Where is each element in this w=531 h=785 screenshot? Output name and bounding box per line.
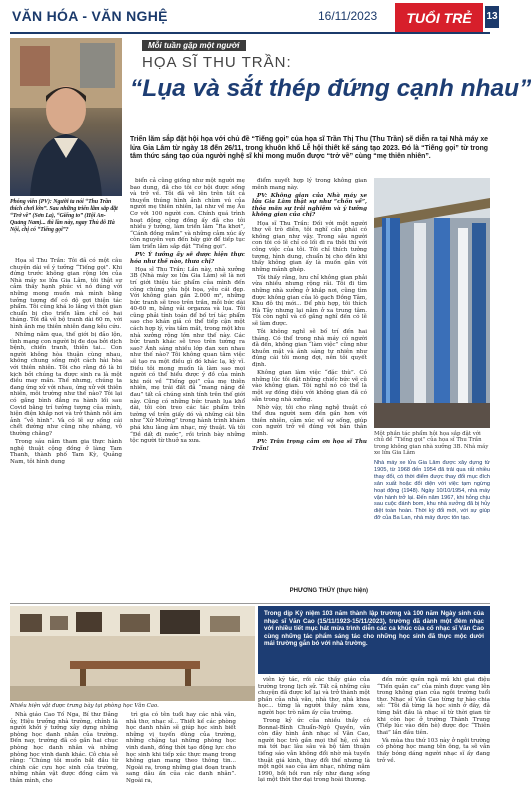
classroom-illustration	[10, 606, 255, 701]
issue-date: 16/11/2023	[318, 9, 378, 23]
second-column-2	[126, 712, 236, 784]
installation-caption: Một phần tác phẩm hội họa sắp đặt với chủ đề “Tiếng gọi” của họa sĩ Thu Trần trong không gian nhà xưởng 3B. Nhà máy xe lửa Gia Lâm	[374, 431, 489, 457]
paragraph: Tôi không nghĩ sẽ bố trí đến hai tháng. Có thể trong nhà máy có người đã đến, không gian “làm việc” cũng như khuôn mặt và ánh sáng tự nhiên như đúng cái tôi mong đợi, nên tôi quyết định.	[252, 329, 367, 369]
paragraph: Nhờ vậy, tôi cho rằng nghệ thuật có thể đưa người xem đến gần hơn với thiên nhiên, cảm xúc về sự sống, giúp con người trở về đúng với bản thân mình.	[252, 404, 367, 437]
paragraph: Và mùa thu thứ 103 này ở ngôi trường có phòng học mang tên ông, ta sẽ vẫn thấy bóng dáng người nhạc sĩ ấy đang trở về.	[377, 737, 490, 764]
artist-name: HỌA SĨ THU TRẦN:	[142, 54, 292, 71]
paragraph: Tôi thấy rằng, lưu chỉ không gian phải vừa nhiều nhưng rộng rãi. Tôi đi tìm những nhà xưởng ở khắp nơi, cũng tìm được không gian của lò gạch Đồng Tâm, Khu đô thị mới... Để phù hợp, tôi thích Hà Tây nhưng lại nằm ở xa trung tâm. Tôi còn nghĩ và cố gắng nghĩ đến có lẽ sẽ làm được.	[252, 274, 367, 327]
section-divider	[10, 603, 490, 604]
paragraph: Những năm qua, thế giới bị đảo lộn, tình mạng con người bị đe dọa bởi dịch bệnh, chiến tranh, thiên tai... Con người không hòa thuận cùng nhau, không chung sống một cách hài hòa với thiên nhiên. Tôi cho rằng đó là bi kịch bởi chúng ta được sinh ra là một điều may mắn. Thế nhưng, chúng ta đang ứng xử với nhau, ứng xử với thiên nhiên, môi trường như thế nào? Tôi lại có gắng bình đẳng ra hành lối sau Covid bằng trí tưởng tượng của mình, hiện điện khắp nơi và trở thành nỗi ám ảnh “vô hình”. Và có lẽ sự sống cái chết đường như cũng nhẹ nhàng, vô thường chăng?	[10, 332, 122, 437]
paragraph: điểm xuyết hợp lý trong không gian mênh mang này.	[252, 178, 367, 191]
classroom-caption: Nhiều hiện vật được trưng bày tại phòng học Văn Cao.	[10, 703, 159, 709]
brand-name: TUỔI TRẺ	[406, 10, 472, 26]
paragraph: Họa sĩ Thu Trần: Đối với một người thợ vẽ trò diễn, tôi nghĩ cần phải có không gian như vậy. Trong sâu người con tôi có lẽ chỉ có lối đi ra thôi thì với công việc của tôi. Tôi chỉ thích tưởng tượng, hình dung, chuẩn bị cho đến khi thấy không gian ấy là muốn gắn với những mảnh ghép.	[252, 220, 367, 273]
portrait-photo	[10, 38, 122, 196]
second-lead: Trong dịp Kỷ niệm 103 năm thành lập trường và 100 năm Ngày sinh của nhạc sĩ Văn Cao (15/11/1923-15/11/2023), trường đã dành một đêm nhạc với nhiều tiết mục hát mừa trình diễn các ca khúc của cố nhạc sĩ Văn Cao cùng những tác phẩm sáng tác cho những học sinh đã thực mộc dưới mái trường gắn bó với nhà trường.	[264, 610, 484, 648]
author-credit: PHƯƠNG THÚY (thực hiện)	[289, 588, 368, 594]
paragraph: đến mức quên ngã mủ khi giai điệu “Tiến quân ca” của mình được vang lên trong không gian của ngôi trường tuổi thơ. Nhạc sĩ Văn Cao từng tự hào chia sẻ: “Tôi đã từng là học sinh ở đây, đã từng bắt đầu là nhạc sĩ từ thời gian từ khi còn học ở trường Thành Trung (Tiếp lúc vào đến hè) được đọc “Thiên thai” lần đầu tiên.	[377, 677, 490, 736]
paragraph: Trong sáu năm tham gia thực hành nghệ thuật cộng đồng ở làng Tam Thanh, thành phố Tam Kỳ, Quảng Nam, tôi hình dung	[10, 439, 122, 465]
second-lead-box	[258, 606, 490, 674]
page-number: 13	[485, 6, 499, 28]
kicker-tag	[142, 40, 246, 51]
paragraph: Họa sĩ Thu Trần: Lần này, nhà xưởng 3B (Nhà máy xe lửa Gia Lâm) sẽ là nơi trí giới thiệu tác phẩm của mình đến công chúng yêu hội họa, yêu cái đẹp. Với không gian gần 2.000 m², những bức tranh sẽ treo trên trần, mỗi bức dài 40-60 m, bằng vải organza và lụa. Tôi cũng phải tính toán để bố trí tác phẩm sao cho khán giả có thể tiếp cận một cách hợp lý, vừa tầm mắt, trong một khu nhà xưởng rộng lớn như thế này. Các bức tranh khác sẽ treo trên tường ra sao? Ánh sáng nhiều lớp đan xen nhau như thế nào? Tôi không quan tâm việc sẽ tạo ra một điều gì đó khác lạ, kỳ vĩ. Điều tôi mong muốn là làm sao mọi người có thể hiểu được ý đồ của mình khi nói về “Tiếng gọi” của mẹ thiên nhiên, mẹ trái đất đã “mang nặng đẻ đau” tất cả chúng sinh tính trên thế giới này. Cũng có những bức tranh lụa khổ dài, tôi còn treo các tác phẩm trên tường về trên giấy dó và những cái tên như “Xứ Mường” trong hành trình khám phá khu làng âm nhạc, mỹ thuật. Và tôi “Đề dất đi nước”, rồi trình bày những tộc người từ thuở xa xưa.	[130, 266, 245, 445]
portrait-illustration	[10, 38, 122, 196]
installation-illustration	[374, 178, 490, 428]
article-column-1	[10, 258, 122, 603]
article-column-3	[252, 178, 367, 573]
paragraph: trì gia có tên tuổi hay các nhà văn, nhà thơ, nhạc sĩ... Thiết kế các phòng học danh nhân sẽ giúp học sinh biết những vị tuyến dùng của trường, những chặng tại những phòng học vinh danh, đồng thời tạo động lực cho học sinh khi tiếp xúc thực mang trong không gian mang theo thông tin... Ngoài ra, trong những giai đoạn tranh sang dâu ấn của các danh nhân”. Ngoài ra,	[126, 712, 236, 784]
interview-question: PV: Không gian của Nhà máy xe lửa Gia Lâm thật sự như “chốn về”, thỏa mãn sự trải nghiệm và ý tưởng không gian của chị?	[252, 192, 367, 219]
sidebar-text: Nhà máy xe lửa Gia Lâm được xây dựng từ 1905, từ 1968 đến 1954 đã trải qua rất nhiều thay đổi, có thời điểm được thay đổi mục đích sản xuất hoặc đổi diện với việc tạm ngừng hoạt động (1948). Ngày 10/10/1954, nhà máy vận hành trở lại. Đến năm 1967, khi hỏng chịu sau cuộc đánh bom, khu nhà xưởng đã bị hủy diệt toàn hoàn. Thời kỳ đổi mới, với sự giúp đỡ của Ba Lan, nhà máy được tôn tạo.	[374, 460, 490, 522]
headline: “Lụa và sắt thép đứng cạnh nhau”	[130, 75, 531, 102]
paragraph: viên kỹ tác, rồi các thầy giáo của trường trong lịch sử. Tất cả những câu chuyện đã được kể lại và trở thành một phần của nhà văn, nhà thơ, nhà khoa học... từng là người thầy năm xưa, người học trò năm ấy của trường.	[258, 677, 370, 716]
header-rule	[10, 32, 490, 34]
interview-question: PV: Ý tưởng ấy sẽ được hiện thực hóa như thế nào, thưa chị?	[130, 252, 245, 265]
second-column-1	[10, 712, 118, 784]
classroom-photo	[10, 606, 255, 701]
lead-paragraph: Triển lãm sắp đặt hội họa với chủ đề “Tiếng gọi” của họa sĩ Trần Thị Thu (Thu Trần) sẽ diễn ra tại Nhà máy xe lửa Gia Lâm từ ngày 18 đến 26/11, trong khuôn khổ Lễ hội thiết kế sáng tạo 2023. Đó là “Tiếng gọi” từ trong tâm thức sáng tạo của người nghệ sĩ khi mong muốn được “trở về” cùng “mẹ thiên nhiên”.	[130, 136, 488, 161]
second-column-4	[377, 677, 490, 768]
portrait-caption: Phóng viên (PV): Người ta nói “Thu Trần thích chơi lớn”. Sau những triển lãm sắp đặt “Trở về” (Sơn La), “Giếng to” (Hội An- Quảng Nam)... thì lần này, ngay Thủ đô Hà Nội, chị có “Tiếng gọi”?	[10, 199, 118, 233]
article-column-2	[130, 178, 245, 603]
installation-photo	[374, 178, 490, 428]
section-title: VĂN HÓA - VĂN NGHỆ	[12, 8, 168, 24]
paragraph: biển cả cũng giống như một người mẹ bao dung, đã cho tôi cơ hội được sống và trở về. Tôi đã vẽ lên trên tất cả thuyền thúng hình ảnh chùm vú của người mẹ thiên nhiên, lại như về mẹ Âu Cơ với 100 người con. Chính quá trình hoạt động cộng đồng ấy đã cho tôi nhiều ý tưởng, làm triển lãm “Ra khơi”, “Cánh đồng mắm” và những cảm xúc ấy còn nguyên vẹn đến bây giờ để tiếp tục làm triển lãm sắp đặt “Tiếng gọi”.	[130, 178, 245, 250]
paragraph: Trong kỷ ức của nhiều thầy cô Bonnal-Bình Chuẩn-Ngô Quyền, văn còn đây hình ảnh nhạc sĩ Văn Cao, người học trò gần mọi thế hệ, có khi mà tới bạc lâu sâu và bộ tâm thuận tiếng sáo vẫn không đổi nhờ mà tuyến thuật giá kinh, thay đổi thế nhưng là một ngôi sao của âm nhạc, những năm 1990, bồi hồi run rẩy như đang sống lại một thời thơ dại trong hoài thương.	[258, 718, 370, 784]
paragraph: Nhà giáo Cao Tố Nga, Bí thư Đảng ủy, Hiệu trưởng nhà trường, chính là người khởi ý tưởng xây dựng những phòng học danh nhân của trường. Đến nay, trường đã có gắn hai chục phòng học danh nhân và những phòng học vinh danh khác. Cô chia sẻ rằng: “Chúng tôi muốn bắt đầu từ chính các cựu học sinh của trường, những nhân vật được đồng cảm và thân mình, cho	[10, 712, 118, 784]
second-column-3	[258, 677, 370, 784]
kicker-text: Mỗi tuần gặp một người	[148, 41, 240, 50]
brand-logo	[395, 3, 483, 33]
paragraph: Không gian làm việc “đặc thù”. Có những lúc tôi đặt những chiếc bức vẽ cũ vào không gian. Tôi nghĩ nó có thể là một sự đồng điệu với không gian đã có sẵn trong nhà xưởng.	[252, 370, 367, 403]
closing-thanks: PV: Trân trọng cảm ơn họa sĩ Thu Trần!	[252, 439, 367, 452]
page-header	[0, 0, 500, 40]
paragraph: Họa sĩ Thu Trần: Tôi đã có một câu chuyện dài về ý tưởng “Tiếng gọi”. Khi đứng trước không gian rộng lớn của Nhà máy xe lửa Gia Lâm, tôi thật sự cảm thấy hạnh phúc vì nó đúng với những mong muốn mà mình bằng tưởng tượng để có độ gợi thiện tác phẩm. Tôi cũng khá lo lắng vì thời gian chuẩn bị cho triển lãm chỉ có hai tháng. Tôi đã vẽ bộ tranh dài 60 m, với hình ảnh mẹ thiên nhiên đang kêu cứu.	[10, 258, 122, 330]
sidebar-box	[374, 460, 490, 575]
